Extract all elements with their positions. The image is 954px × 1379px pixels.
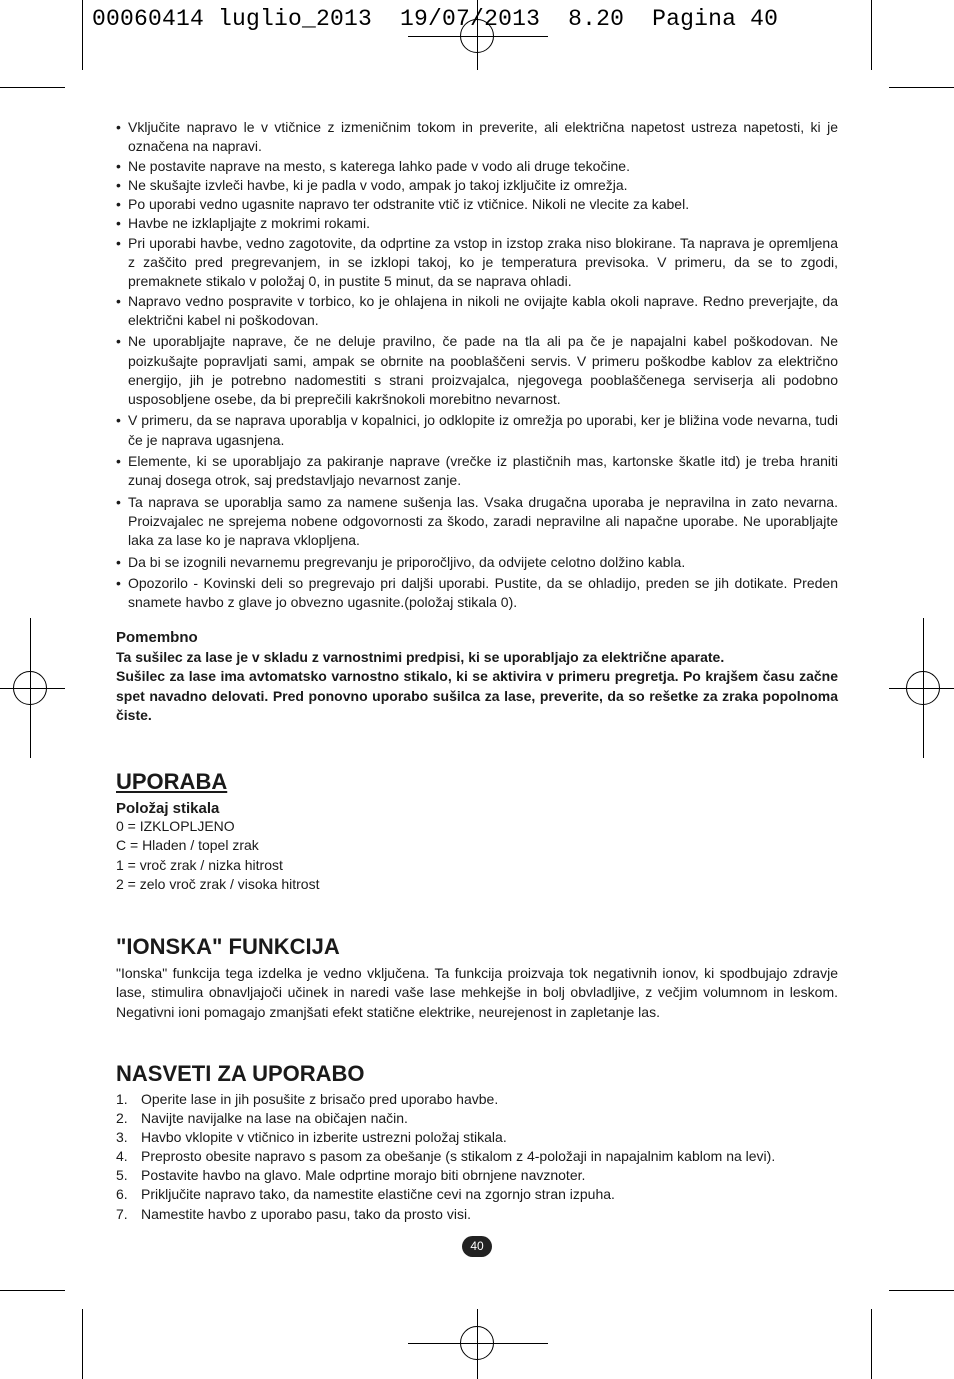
switch-position-line: 1 = vroč zrak / nizka hitrost	[116, 856, 283, 873]
nasveti-section	[116, 1061, 838, 1224]
tips-list	[116, 1090, 838, 1224]
switch-position-line: C = Hladen / topel zrak	[116, 837, 259, 854]
important-text-2: Sušilec za lase ima avtomatsko varnostno stikalo, ki se aktivira v primeru pregretja. Po krajšem času začne spet navadno delovati. Pred ponovno uporabo sušilca za lase, preverite, da so rešetke za zraka popolnoma čiste.	[116, 668, 838, 723]
print-slug: 00060414 luglio_2013 19/07/2013 8.20 Pagina 40	[92, 6, 779, 32]
uporaba-section	[116, 769, 838, 894]
list-item: • Vključite napravo le v vtičnice z izmeničnim tokom in preverite, ali električna napetost ustreza napetosti, ki je označena na napravi.	[116, 118, 838, 157]
list-item: • Ne postavite naprave na mesto, s katerega lahko pade v vodo ali druge tekočine.	[116, 157, 838, 176]
nasveti-heading: NASVETI ZA UPORABO	[116, 1061, 365, 1086]
page-number-badge: 40	[462, 1236, 492, 1257]
uporaba-heading: UPORABA	[116, 769, 228, 794]
list-item: • Elemente, ki se uporabljajo za pakiranje naprave (vrečke iz plastičnih mas, kartonske škatle itd) je treba hraniti zunaj dosega otrok, saj predstavljajo nevarnost zanje.	[116, 452, 838, 491]
important-heading: Pomembno	[116, 629, 198, 646]
list-item: • Pri uporabi havbe, vedno zagotovite, da odprtine za vstop in izstop zraka niso blokirane. Ta naprava je opremljena z zaščito pred pregrevanjem, in se izklopi takoj, ko je temperatura previsoka. V primeru, da se to zgodi, premaknete stikalo v položaj 0, in pustite 5 minut, da se naprava ohladi.	[116, 234, 838, 292]
list-item: 5. Postavite havbo na glavo. Male odprtine morajo biti obrnjene navznoter.	[116, 1167, 586, 1184]
list-item: 6. Priključite napravo tako, da namestite elastične cevi na zgornjo stran izpuha.	[116, 1186, 615, 1203]
list-item: • Ne uporabljajte naprave, če ne deluje pravilno, če pade na tla ali pa če je napajalni kabel poškodovan. Ne poizkušajte popravljati sami, ampak se obrnite na pooblaščeni servis. V primeru poškodbe kablov za električno energijo, jih je potrebno nadomestiti s strani proizvajalca, njegovega pooblaščenega serviserja ali podobno usposobljene osebe, da bi preprečili kakršnokoli morebitno nevarnost.	[116, 332, 838, 409]
list-item: • Ne skušajte izvleči havbe, ki je padla v vodo, ampak jo takoj izključite iz omrežja.	[116, 176, 838, 195]
list-item: 2. Navijte navijalke na lase na običajen način.	[116, 1110, 408, 1127]
list-item: • Po uporabi vedno ugasnite napravo ter odstranite vtič iz vtičnice. Nikoli ne vlecite za kabel.	[116, 195, 838, 214]
list-item: 7. Namestite havbo z uporabo pasu, tako da prosto visi.	[116, 1205, 471, 1222]
switch-position-heading: Položaj stikala	[116, 800, 220, 817]
list-item: 4. Preprosto obesite napravo s pasom za obešanje (s stikalom z 4-položaji in napajalnim kablom na levi).	[116, 1148, 776, 1165]
ionska-text: "Ionska" funkcija tega izdelka je vedno vključena. Ta funkcija proizvaja tok negativnih ionov, ki spodbujajo zdravje lase, stimulira obnavljajoči učinek in naredi vaše lase mehkejše in bolj obvladljive, z večjim volumnom in leskom. Negativni ioni pomagajo zmanjšati efekt statične elektrike, neurejenost in zapletanje las.	[116, 965, 838, 1020]
ionska-heading: "IONSKA" FUNKCIJA	[116, 934, 340, 959]
safety-bullet-list	[116, 118, 838, 612]
list-item: 1. Operite lase in jih posušite z brisačo pred uporabo havbe.	[116, 1091, 499, 1107]
important-text-1: Ta sušilec za lase je v skladu z varnostnimi predpisi, ki se uporabljajo za električne aparate.	[116, 649, 725, 665]
list-item: • Da bi se izognili nevarnemu pregrevanju je priporočljivo, da odvijete celotno dolžino kabla.	[116, 553, 838, 572]
list-item: 3. Havbo vklopite v vtičnico in izberite ustrezni položaj stikala.	[116, 1129, 507, 1146]
switch-position-line: 2 = zelo vroč zrak / visoka hitrost	[116, 875, 320, 892]
important-section	[116, 629, 838, 725]
ionska-section	[116, 934, 838, 1022]
list-item: • Opozorilo - Kovinski deli so pregrevajo pri daljši uporabi. Pustite, da se ohladijo, preden se jih dotikate. Preden snamete havbo z glave jo obvezno ugasnite.(položaj stikala 0).	[116, 574, 838, 613]
list-item: • Napravo vedno pospravite v torbico, ko je ohlajena in nikoli ne ovijajte kabla okoli naprave. Redno preverjajte, da električni kabel ni poškodovan.	[116, 292, 838, 331]
list-item: • Havbe ne izklapljajte z mokrimi rokami.	[116, 214, 838, 233]
switch-position-line: 0 = IZKLOPLJENO	[116, 818, 235, 834]
list-item: • Ta naprava se uporablja samo za namene sušenja las. Vsaka drugačna uporaba je nepravilna in zato nevarna. Proizvajalec ne sprejema nobene odgovornosti za škodo, zaradi nepravilne ali napačne uporabe. Ne uporabljajte laka za lase ko je naprava vklopljena.	[116, 493, 838, 551]
list-item: • V primeru, da se naprava uporablja v kopalnici, jo odklopite iz omrežja po uporabi, ker je bližina vode nevarna, tudi če je naprava ugasnjena.	[116, 411, 838, 450]
